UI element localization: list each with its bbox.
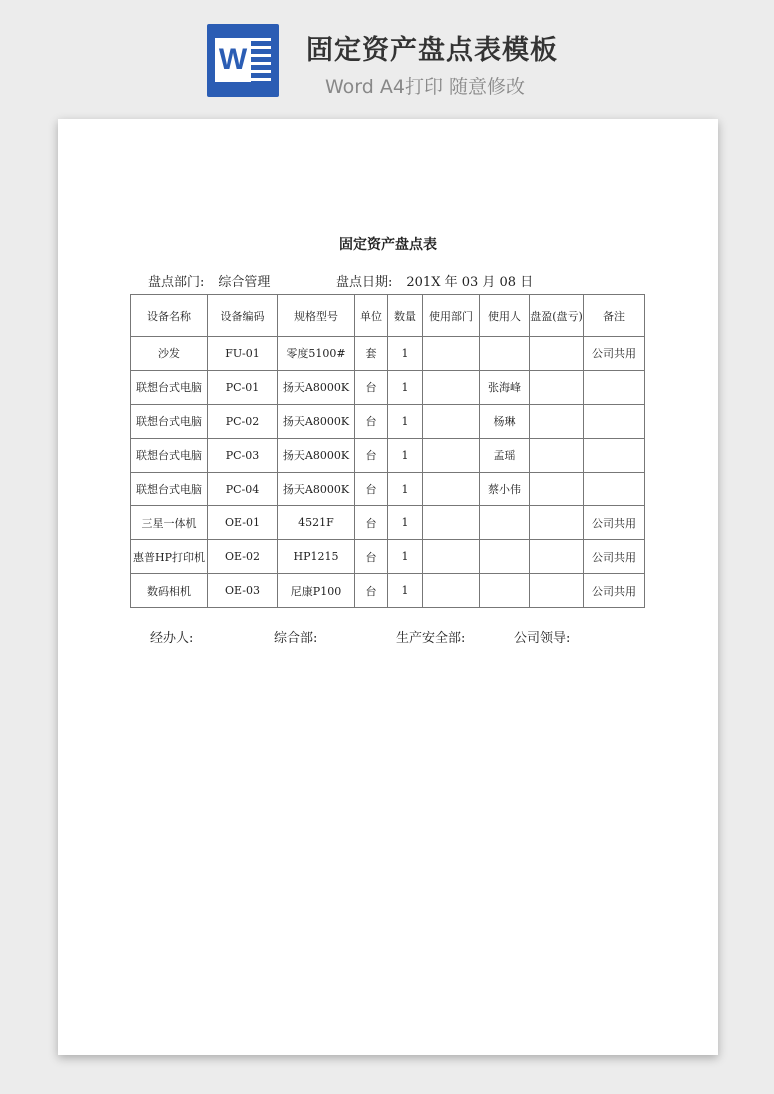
date-label: 盘点日期: [336, 275, 393, 290]
table-cell [480, 574, 530, 608]
table-cell [480, 506, 530, 540]
table-cell: 公司共用 [584, 574, 645, 608]
table-cell [530, 472, 584, 506]
table-cell: 1 [388, 370, 423, 404]
table-cell [423, 540, 480, 574]
column-header: 规格型号 [278, 295, 355, 337]
table-cell: 1 [388, 404, 423, 438]
table-cell: 台 [355, 506, 388, 540]
table-row [131, 337, 645, 371]
table-header-row [131, 295, 645, 337]
table-row [131, 506, 645, 540]
table-row [131, 438, 645, 472]
table-cell: 台 [355, 404, 388, 438]
table-cell [530, 540, 584, 574]
table-cell [584, 438, 645, 472]
table-cell [584, 404, 645, 438]
table-cell [530, 506, 584, 540]
table-row [131, 574, 645, 608]
table-cell [423, 337, 480, 371]
table-cell: 蔡小伟 [480, 472, 530, 506]
table-cell [423, 404, 480, 438]
table-cell: 数码相机 [131, 574, 208, 608]
department-field [148, 271, 270, 290]
banner-subtitle: Word A4打印 随意修改 [325, 76, 526, 98]
table-cell: 尼康P100 [278, 574, 355, 608]
table-cell: 沙发 [131, 337, 208, 371]
column-header: 使用部门 [423, 295, 480, 337]
table-cell: 扬天A8000K [278, 472, 355, 506]
department-label: 盘点部门: [148, 275, 205, 290]
table-cell: 联想台式电脑 [131, 404, 208, 438]
table-cell: 1 [388, 574, 423, 608]
column-header: 盘盈(盘亏) [530, 295, 584, 337]
document-page [58, 119, 718, 1055]
column-header: 设备名称 [131, 295, 208, 337]
table-row [131, 370, 645, 404]
header-banner [0, 0, 774, 112]
table-cell: HP1215 [278, 540, 355, 574]
table-cell [584, 370, 645, 404]
table-cell: 1 [388, 540, 423, 574]
table-cell: FU-01 [208, 337, 278, 371]
table-cell: 公司共用 [584, 506, 645, 540]
table-cell: OE-03 [208, 574, 278, 608]
table-cell: 1 [388, 337, 423, 371]
table-cell: 台 [355, 370, 388, 404]
table-cell: 联想台式电脑 [131, 472, 208, 506]
department-value: 综合管理 [218, 275, 271, 290]
table-cell: 联想台式电脑 [131, 438, 208, 472]
table-cell [530, 438, 584, 472]
table-row [131, 472, 645, 506]
signature-general-dept: 综合部: [274, 631, 318, 646]
table-cell: 台 [355, 438, 388, 472]
table-row [131, 404, 645, 438]
table-cell: 1 [388, 506, 423, 540]
table-cell [584, 472, 645, 506]
word-app-icon [207, 24, 279, 97]
table-cell: PC-02 [208, 404, 278, 438]
table-cell [423, 438, 480, 472]
column-header: 使用人 [480, 295, 530, 337]
table-cell: PC-03 [208, 438, 278, 472]
table-cell: 零度5100# [278, 337, 355, 371]
table-cell: 公司共用 [584, 540, 645, 574]
table-cell: 扬天A8000K [278, 438, 355, 472]
table-cell [423, 506, 480, 540]
table-cell [423, 574, 480, 608]
banner-title: 固定资产盘点表模板 [306, 35, 558, 66]
table-cell: 台 [355, 574, 388, 608]
table-cell [480, 540, 530, 574]
table-cell: 公司共用 [584, 337, 645, 371]
signature-handler: 经办人: [150, 631, 194, 646]
table-cell: PC-04 [208, 472, 278, 506]
table-cell: 三星一体机 [131, 506, 208, 540]
table-cell: 联想台式电脑 [131, 370, 208, 404]
table-cell: 台 [355, 540, 388, 574]
table-cell [423, 370, 480, 404]
column-header: 备注 [584, 295, 645, 337]
table-cell: PC-01 [208, 370, 278, 404]
date-value: 201X 年 03 月 08 日 [406, 275, 534, 290]
table-cell: 台 [355, 472, 388, 506]
signature-leadership: 公司领导: [514, 631, 571, 646]
table-cell: 孟瑶 [480, 438, 530, 472]
table-cell [530, 370, 584, 404]
table-cell [480, 337, 530, 371]
table-cell: OE-01 [208, 506, 278, 540]
table-cell: 张海峰 [480, 370, 530, 404]
table-cell: 扬天A8000K [278, 370, 355, 404]
table-cell: 惠普HP打印机 [131, 540, 208, 574]
table-cell [530, 574, 584, 608]
word-letter-icon: W [215, 38, 251, 82]
table-cell [530, 404, 584, 438]
asset-table [130, 294, 645, 608]
signature-safety-dept: 生产安全部: [396, 631, 466, 646]
table-cell [530, 337, 584, 371]
table-row [131, 540, 645, 574]
document-title: 固定资产盘点表 [339, 237, 437, 253]
table-cell: 4521F [278, 506, 355, 540]
table-cell: 套 [355, 337, 388, 371]
table-cell: 扬天A8000K [278, 404, 355, 438]
column-header: 单位 [355, 295, 388, 337]
table-cell: 1 [388, 438, 423, 472]
date-field [336, 271, 533, 290]
column-header: 数量 [388, 295, 423, 337]
table-cell: 1 [388, 472, 423, 506]
table-cell [423, 472, 480, 506]
column-header: 设备编码 [208, 295, 278, 337]
table-cell: 杨琳 [480, 404, 530, 438]
document-lines-icon [251, 38, 271, 86]
table-cell: OE-02 [208, 540, 278, 574]
